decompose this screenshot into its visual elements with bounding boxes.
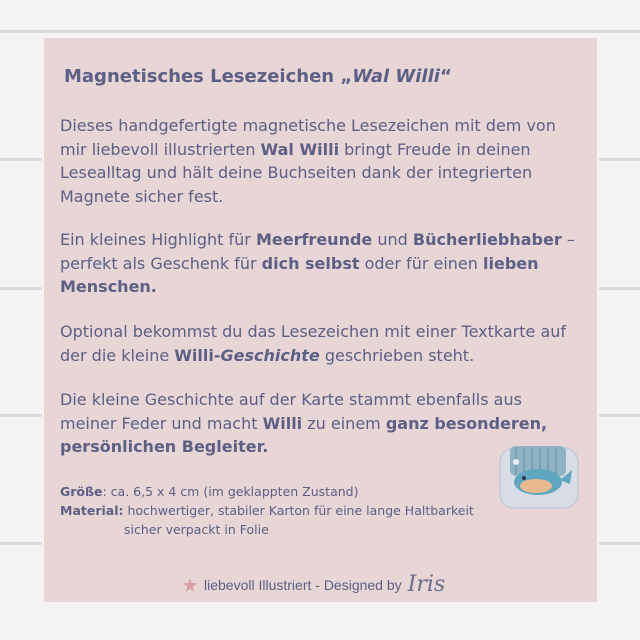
material-line-2: sicher verpackt in Folie [124, 522, 269, 537]
size-value: : ca. 6,5 x 4 cm (im geklappten Zustand) [102, 484, 359, 499]
product-description-card [42, 36, 599, 604]
title-name: Wal Willi [352, 66, 440, 87]
designer-credit [182, 572, 445, 597]
text-bold: lieben Menschen. [60, 253, 539, 296]
text: bringt Freude in deinen Lesealltag und hält deine Buchseiten dank der integrierten Magnete sicher fest. [60, 139, 533, 206]
description-paragraph-4 [60, 388, 570, 459]
text-bold: ganz besonderen, persönlichen Begleiter. [60, 413, 548, 456]
text: zu einem [302, 413, 386, 433]
text: Die kleine Geschichte auf der Karte stammt ebenfalls aus meiner Feder und macht [60, 390, 522, 433]
size-label: Größe [60, 484, 103, 499]
text-bold: Wal Willi [260, 139, 340, 159]
material-line-1: hochwertiger, stabiler Karton für eine lange Haltbarkeit [123, 503, 474, 518]
text-bold: Willi- [174, 345, 221, 365]
text-bold: dich selbst [261, 253, 360, 273]
material-info [60, 501, 474, 539]
text-bold: Willi [262, 413, 303, 433]
size-info [60, 482, 358, 501]
text-bold: Meerfreunde [255, 230, 373, 249]
text: – perfekt als Geschenk für [60, 230, 575, 273]
plank-seam [0, 30, 640, 33]
text: Optional bekommst du das Lesezeichen mit einer Textkarte auf der die kleine [60, 322, 567, 365]
text: oder für einen [359, 253, 483, 273]
title-suffix: “ [439, 66, 452, 87]
starfish-icon [182, 577, 198, 593]
text: Ein kleines Highlight für [60, 230, 256, 249]
description-paragraph-3 [60, 320, 585, 367]
text: geschrieben steht. [319, 345, 475, 365]
description-paragraph-2 [60, 228, 585, 299]
product-title [64, 66, 452, 87]
text-bold: Bücherliebhaber [412, 230, 562, 249]
text: Dieses handgefertigte magnetische Lesezeichen mit dem von mir liebevoll illustrierten [60, 116, 556, 159]
title-prefix: Magnetisches Lesezeichen „ [64, 66, 353, 87]
text: und [372, 230, 413, 249]
whale-bookmark-image [496, 442, 584, 514]
description-paragraph-1 [60, 114, 585, 208]
credit-text: liebevoll Illustriert - Designed by [204, 576, 402, 593]
material-label: Material: [60, 503, 124, 518]
text-bold-italic: Geschichte [220, 345, 320, 365]
signature: Iris [407, 572, 446, 597]
